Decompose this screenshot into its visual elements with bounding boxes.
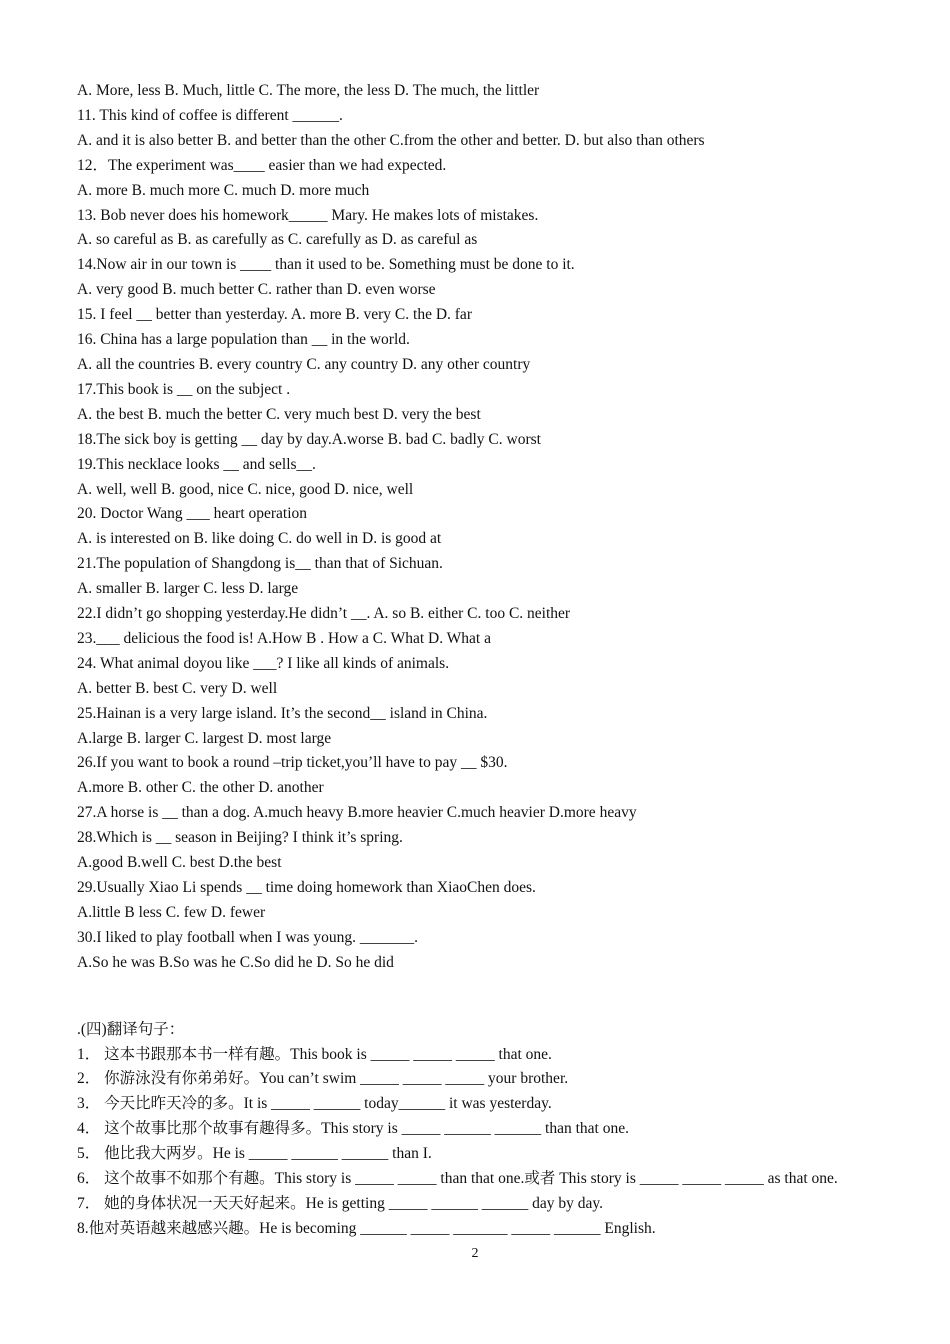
- exercise-line: 20. Doctor Wang ___ heart operation: [77, 505, 308, 523]
- translation-heading: .(四)翻译句子：: [77, 1020, 185, 1038]
- translation-line: 7． 她的身体状况一天天好起来。He is getting _____ ______ ______ day by day.: [77, 1194, 603, 1212]
- exercise-line: A. and it is also better B. and better than the other C.from the other and better. D. but also than others: [77, 131, 705, 149]
- exercise-line: A. so careful as B. as carefully as C. carefully as D. as careful as: [77, 231, 478, 249]
- exercise-line: A.more B. other C. the other D. another: [77, 779, 324, 797]
- translation-line: 2． 你游泳没有你弟弟好。You can’t swim _____ _____ _____ your brother.: [77, 1070, 569, 1088]
- section-spacer: [77, 976, 877, 1018]
- exercise-line: 30.I liked to play football when I was young. _______.: [77, 928, 418, 946]
- exercise-line: A. smaller B. larger C. less D. large: [77, 580, 299, 598]
- page-content: [77, 79, 877, 1242]
- exercise-line: A. the best B. much the better C. very much best D. very the best: [77, 405, 481, 423]
- exercise-line: A. all the countries B. every country C. any country D. any other country: [77, 355, 531, 373]
- exercise-line: A. More, less B. Much, little C. The more, the less D. The much, the littler: [77, 82, 540, 99]
- exercise-line: 29.Usually Xiao Li spends __ time doing homework than XiaoChen does.: [77, 879, 536, 896]
- exercise-line: A. well, well B. good, nice C. nice, good D. nice, well: [77, 480, 414, 498]
- exercise-list: [77, 79, 877, 976]
- exercise-line: 15. I feel __ better than yesterday. A. more B. very C. the D. far: [77, 306, 472, 324]
- exercise-line: 19.This necklace looks __ and sells__.: [77, 455, 316, 473]
- exercise-line: 17.This book is __ on the subject .: [77, 380, 291, 398]
- exercise-line: A.large B. larger C. largest D. most large: [77, 729, 332, 747]
- translation-line: 1． 这本书跟那本书一样有趣。This book is _____ _____ _____ that one.: [77, 1045, 552, 1063]
- page-number: 2: [471, 1246, 479, 1261]
- exercise-line: 14.Now air in our town is ____ than it used to be. Something must be done to it.: [77, 256, 575, 274]
- exercise-line: A. better B. best C. very D. well: [77, 679, 278, 697]
- translation-line: 5． 他比我大两岁。He is _____ ______ ______ than I.: [77, 1145, 432, 1163]
- exercise-line: 25.Hainan is a very large island. It’s the second__ island in China.: [77, 704, 488, 722]
- exercise-line: 22.I didn’t go shopping yesterday.He didn’t __. A. so B. either C. too C. neither: [77, 605, 571, 623]
- exercise-line: A.So he was B.So was he C.So did he D. So he did: [77, 953, 394, 971]
- translation-list: [77, 1043, 877, 1242]
- exercise-line: 11. This kind of coffee is different ______.: [77, 106, 343, 124]
- exercise-line: A. more B. much more C. much D. more much: [77, 181, 370, 199]
- translation-line: 8.他对英语越来越感兴趣。He is becoming ______ _____ _______ _____ ______ English.: [77, 1219, 656, 1237]
- exercise-line: A.good B.well C. best D.the best: [77, 854, 282, 872]
- translation-line: 3． 今天比昨天冷的多。It is _____ ______ today______ it was yesterday.: [77, 1095, 552, 1113]
- translation-line: 4． 这个故事比那个故事有趣得多。This story is _____ ______ ______ than that one.: [77, 1120, 629, 1138]
- exercise-line: 26.If you want to book a round –trip ticket,you’ll have to pay __ $30.: [77, 754, 508, 772]
- exercise-line: 21.The population of Shangdong is__ than that of Sichuan.: [77, 555, 443, 573]
- exercise-line: 12．The experiment was____ easier than we had expected.: [77, 156, 447, 174]
- exercise-line: A.little B less C. few D. fewer: [77, 903, 266, 921]
- translation-line: 6． 这个故事不如那个有趣。This story is _____ _____ than that one.或者 This story is _____ _____ _____ as that one.: [77, 1170, 838, 1188]
- exercise-line: 16. China has a large population than __ in the world.: [77, 331, 410, 349]
- exercise-line: 23.___ delicious the food is! A.How B . How a C. What D. What a: [77, 629, 491, 647]
- exercise-line: A. is interested on B. like doing C. do well in D. is good at: [77, 530, 442, 548]
- exercise-line: 18.The sick boy is getting __ day by day.A.worse B. bad C. badly C. worst: [77, 430, 541, 448]
- exercise-line: 28.Which is __ season in Beijing? I think it’s spring.: [77, 829, 403, 847]
- exercise-line: A. very good B. much better C. rather than D. even worse: [77, 281, 436, 299]
- exercise-line: 13. Bob never does his homework_____ Mary. He makes lots of mistakes.: [77, 206, 539, 224]
- exercise-line: 24. What animal doyou like ___? I like all kinds of animals.: [77, 654, 450, 672]
- exercise-line: 27.A horse is __ than a dog. A.much heavy B.more heavier C.much heavier D.more heavy: [77, 804, 637, 822]
